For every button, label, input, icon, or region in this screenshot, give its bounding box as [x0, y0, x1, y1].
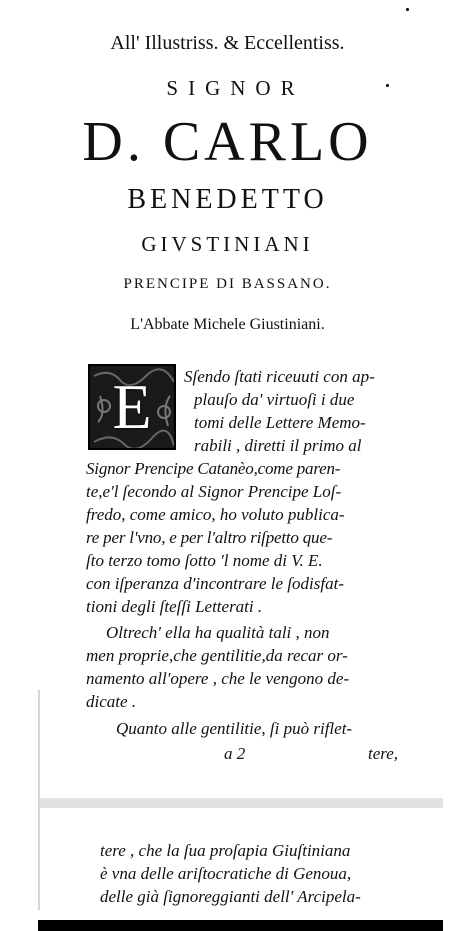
ink-speck: [386, 84, 389, 87]
body-line-1: Sſendo ſtati riceuuti con ap-: [184, 367, 375, 386]
benedetto-line: BENEDETTO: [127, 184, 328, 215]
body-line-3: tomi delle Lettere Memo-: [194, 413, 366, 432]
next-page-line-1: tere , che la ſua proſapia Giuſtiniana: [100, 841, 351, 860]
next-page-line-2: è vna delle ariſtocratiche di Genoua,: [100, 864, 352, 883]
dropcap-letter: E: [112, 371, 152, 442]
ornamental-dropcap: [88, 364, 176, 450]
signor-line: SIGNOR: [166, 76, 305, 100]
principe-line: PRENCIPE DI BASSANO.: [123, 276, 332, 292]
signature-mark: a 2: [224, 744, 246, 763]
body-line-5: Signor Prencipe Catanèo,come paren-: [86, 459, 341, 478]
next-page-line-3: delle già ſignoreggianti dell' Arcipela-: [100, 887, 361, 906]
body-line-10: con iſperanza d'incontrare le ſodisfat-: [86, 574, 344, 593]
dedication-line: All' Illustriss. & Eccellentiss.: [110, 32, 345, 54]
body-line-15: dicate .: [86, 692, 137, 711]
ink-speck: [406, 8, 409, 11]
page-gap-band: [40, 798, 443, 808]
body-line-9: ſto terzo tomo ſotto 'l nome di V. E.: [86, 551, 323, 570]
body-line-7: fredo, come amico, ho voluto publica-: [86, 505, 345, 524]
name-heading: D. CARLO: [82, 111, 373, 173]
body-line-14: namento all'opere , che le vengono de-: [86, 669, 350, 688]
body-line-2: plauſo da' virtuoſi i due: [194, 390, 355, 409]
author-line: L'Abbate Michele Giustiniani.: [130, 316, 325, 333]
surname-line: GIVSTINIANI: [141, 232, 314, 256]
bottom-edge-bar: [38, 920, 443, 931]
catchword: tere,: [368, 744, 399, 763]
body-line-13: men proprie,che gentilitie,da recar or-: [86, 646, 348, 665]
body-line-6: te,e'l ſecondo al Signor Prencipe Loſ-: [86, 482, 342, 501]
body-line-16: Quanto alle gentilitie, ſi può riflet-: [116, 719, 353, 738]
body-line-11: tioni degli ſteſſi Letterati .: [86, 597, 263, 616]
body-line-8: re per l'vno, e per l'altro riſpetto que-: [86, 528, 333, 547]
body-line-4: rabili , diretti il primo al: [194, 436, 362, 455]
body-line-12: Oltrech' ella ha qualità tali , non: [106, 623, 330, 642]
